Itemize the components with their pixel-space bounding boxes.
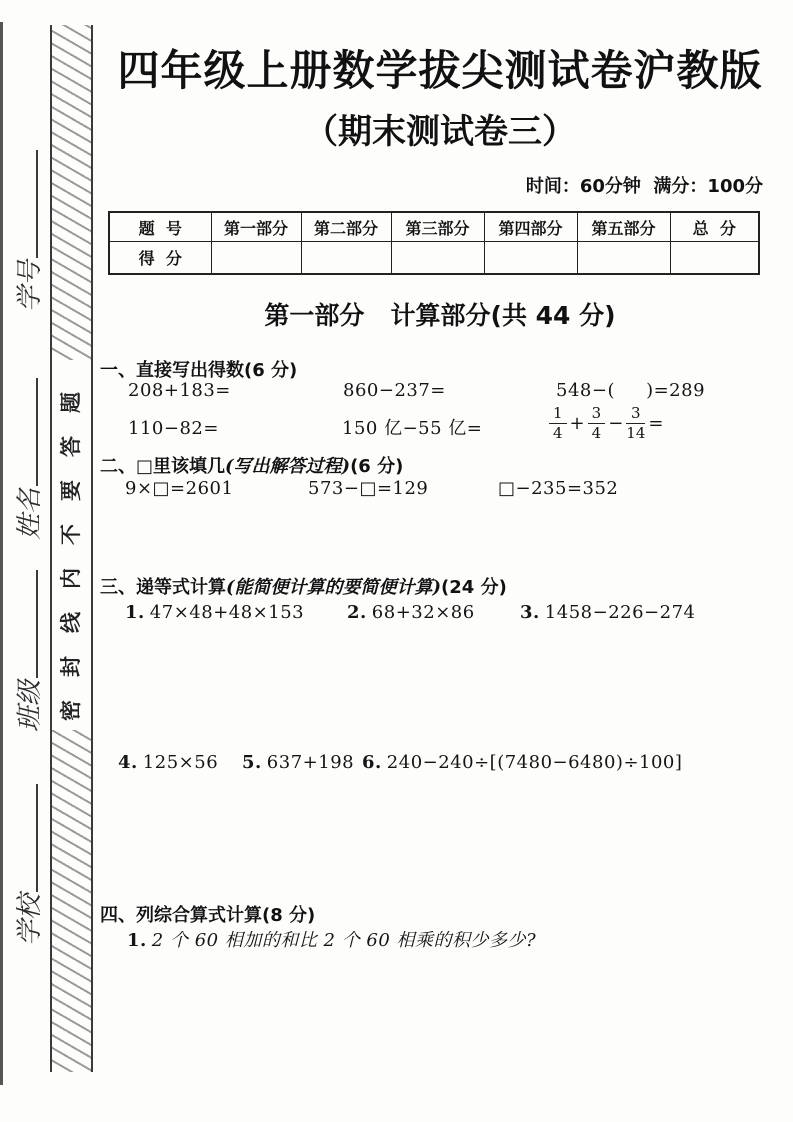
problem-3-5: 5. 637+198 bbox=[242, 752, 355, 773]
student-name-blank bbox=[36, 378, 38, 486]
operator-plus: + bbox=[569, 413, 585, 435]
fraction-2: $\frac{3}{4}$ bbox=[588, 405, 606, 443]
score-cell-part-3 bbox=[391, 242, 484, 275]
problem-3-6: 6. 240−240÷[(7480−6480)÷100] bbox=[362, 752, 683, 773]
score-cell-part-4 bbox=[484, 242, 577, 275]
col-total: 总 分 bbox=[670, 212, 759, 242]
fraction-3: $\frac{3}{14}$ bbox=[626, 404, 646, 443]
section4-score: (8 分) bbox=[262, 905, 316, 926]
score-table bbox=[108, 211, 760, 275]
col-part-5: 第五部分 bbox=[577, 212, 670, 242]
operator-minus: − bbox=[608, 413, 624, 435]
section3-title: 三、递等式计算(能简便计算的要简便计算)(24 分) bbox=[100, 577, 507, 598]
seal-hatch-bottom bbox=[52, 730, 91, 1072]
school-field bbox=[13, 776, 47, 946]
student-id-field bbox=[13, 142, 47, 312]
problem-1-5: 150 亿−55 亿= bbox=[342, 418, 483, 439]
problem-3-2: 2. 68+32×86 bbox=[347, 602, 475, 623]
student-id-label: 学号 bbox=[15, 259, 45, 312]
class-blank bbox=[36, 570, 38, 678]
section2-note: (写出解答过程) bbox=[225, 456, 351, 477]
problem-1-6-fraction-expression bbox=[546, 405, 663, 443]
section1-title: 一、直接写出得数(6 分) bbox=[100, 360, 298, 381]
student-name-label: 姓名 bbox=[15, 487, 45, 540]
operator-equals: = bbox=[648, 413, 664, 435]
part1-heading: 第一部分 计算部分(共 44 分) bbox=[264, 301, 616, 330]
seal-line-text: 密封线内不要答题 bbox=[58, 369, 83, 721]
problem-1-1: 208+183= bbox=[128, 380, 231, 401]
score-cell-part-1 bbox=[211, 242, 301, 275]
col-part-2: 第二部分 bbox=[301, 212, 391, 242]
score-table-header-row bbox=[109, 212, 759, 242]
seal-hatch-top bbox=[52, 25, 91, 360]
problem-2-2: 573−□=129 bbox=[308, 478, 429, 499]
col-part-1: 第一部分 bbox=[211, 212, 301, 242]
time-score-info: 时间：60分钟 满分：100分 bbox=[525, 176, 763, 197]
section3-score: (24 分) bbox=[441, 577, 507, 598]
section3-note: (能简便计算的要简便计算) bbox=[226, 577, 442, 598]
section1-score: (6 分) bbox=[244, 360, 298, 381]
problem-3-4: 4. 125×56 bbox=[118, 752, 219, 773]
score-row-label: 得 分 bbox=[109, 242, 211, 275]
problem-3-1: 1. 47×48+48×153 bbox=[125, 602, 305, 623]
page-title: 四年级上册数学拔尖测试卷沪教版 bbox=[117, 46, 763, 95]
score-cell-part-2 bbox=[301, 242, 391, 275]
school-label: 学校 bbox=[15, 893, 45, 946]
score-cell-part-5 bbox=[577, 242, 670, 275]
student-id-blank bbox=[36, 150, 38, 258]
class-field bbox=[13, 562, 47, 732]
problem-4-1: 1. 2 个 60 相加的和比 2 个 60 相乘的积少多少? bbox=[127, 930, 537, 951]
section4-title: 四、列综合算式计算(8 分) bbox=[100, 905, 316, 926]
student-name-field bbox=[13, 370, 47, 540]
problem-1-4: 110−82= bbox=[128, 418, 219, 439]
score-table-score-row bbox=[109, 242, 759, 275]
school-blank bbox=[36, 784, 38, 892]
problem-2-3: □−235=352 bbox=[498, 478, 619, 499]
problem-1-2: 860−237= bbox=[343, 380, 446, 401]
scan-edge-line bbox=[0, 22, 3, 1085]
col-part-4: 第四部分 bbox=[484, 212, 577, 242]
col-question-number: 题 号 bbox=[109, 212, 211, 242]
problem-1-3: 548−( )=289 bbox=[556, 380, 706, 401]
problem-2-1: 9×□=2601 bbox=[125, 478, 234, 499]
section2-score: (6 分) bbox=[350, 456, 404, 477]
col-part-3: 第三部分 bbox=[391, 212, 484, 242]
page-subtitle: （期末测试卷三） bbox=[304, 112, 576, 152]
fraction-1: $\frac{1}{4}$ bbox=[549, 405, 567, 443]
class-label: 班级 bbox=[15, 679, 45, 732]
section2-title: 二、□里该填几(写出解答过程)(6 分) bbox=[100, 456, 404, 477]
problem-3-3: 3. 1458−226−274 bbox=[520, 602, 696, 623]
score-cell-total bbox=[670, 242, 759, 275]
